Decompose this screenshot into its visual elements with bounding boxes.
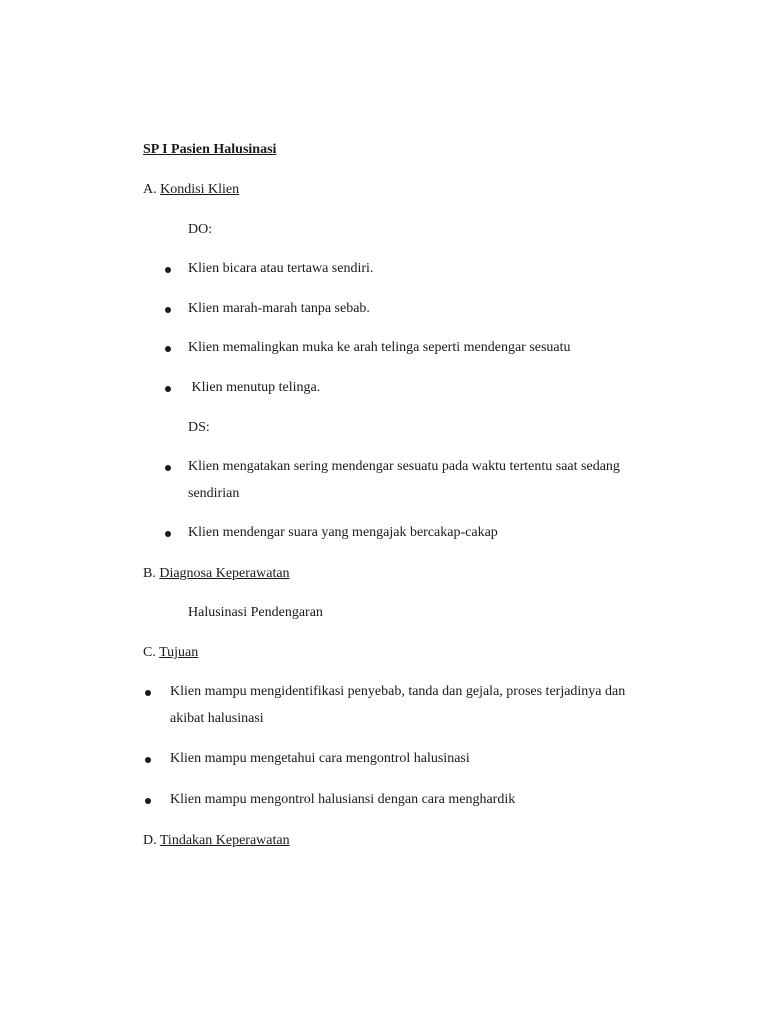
diagnosis-text: Halusinasi Pendengaran xyxy=(188,605,323,620)
bullet-icon xyxy=(165,267,171,273)
goal-item-3: Klien mampu mengontrol halusiansi dengan cara menghardik xyxy=(170,792,516,807)
bullet-icon xyxy=(145,690,151,696)
section-b-prefix: B. xyxy=(143,566,156,581)
bullet-icon xyxy=(165,346,171,352)
document-title: SP I Pasien Halusinasi xyxy=(143,142,277,157)
section-d-title: Tindakan Keperawatan xyxy=(159,833,290,848)
section-d-heading xyxy=(143,832,290,850)
bullet-icon xyxy=(165,531,171,537)
section-c-prefix: C. xyxy=(143,645,156,660)
do-item-4: Klien menutup telinga. xyxy=(188,380,321,395)
ds-item-1-line1: Klien mengatakan sering mendengar sesuatu pada waktu tertentu saat sedang xyxy=(188,459,620,474)
section-c-heading xyxy=(143,644,198,662)
section-b-title: Diagnosa Keperawatan xyxy=(159,566,290,581)
goal-item-2: Klien mampu mengetahui cara mengontrol halusinasi xyxy=(170,751,470,766)
goal-item-1-line2: akibat halusinasi xyxy=(170,711,264,726)
ds-label: DS: xyxy=(188,420,210,435)
section-a-prefix: A. xyxy=(143,182,157,197)
do-label: DO: xyxy=(188,222,213,237)
section-d-prefix: D. xyxy=(143,833,157,848)
bullet-icon xyxy=(165,307,171,313)
section-a-heading xyxy=(143,181,239,199)
bullet-icon xyxy=(145,798,151,804)
ds-item-1-line2: sendirian xyxy=(188,486,240,501)
do-item-3: Klien memalingkan muka ke arah telinga seperti mendengar sesuatu xyxy=(188,340,571,355)
section-b-heading xyxy=(143,565,290,583)
do-item-2: Klien marah-marah tanpa sebab. xyxy=(188,301,370,316)
bullet-icon xyxy=(165,465,171,471)
do-item-1: Klien bicara atau tertawa sendiri. xyxy=(188,261,374,276)
bullet-icon xyxy=(165,386,171,392)
bullet-icon xyxy=(145,757,151,763)
section-a-title: Kondisi Klien xyxy=(160,182,240,197)
ds-item-2: Klien mendengar suara yang mengajak bercakap-cakap xyxy=(188,525,498,540)
section-c-title: Tujuan xyxy=(159,645,199,660)
goal-item-1-line1: Klien mampu mengidentifikasi penyebab, tanda dan gejala, proses terjadinya dan xyxy=(170,684,626,699)
